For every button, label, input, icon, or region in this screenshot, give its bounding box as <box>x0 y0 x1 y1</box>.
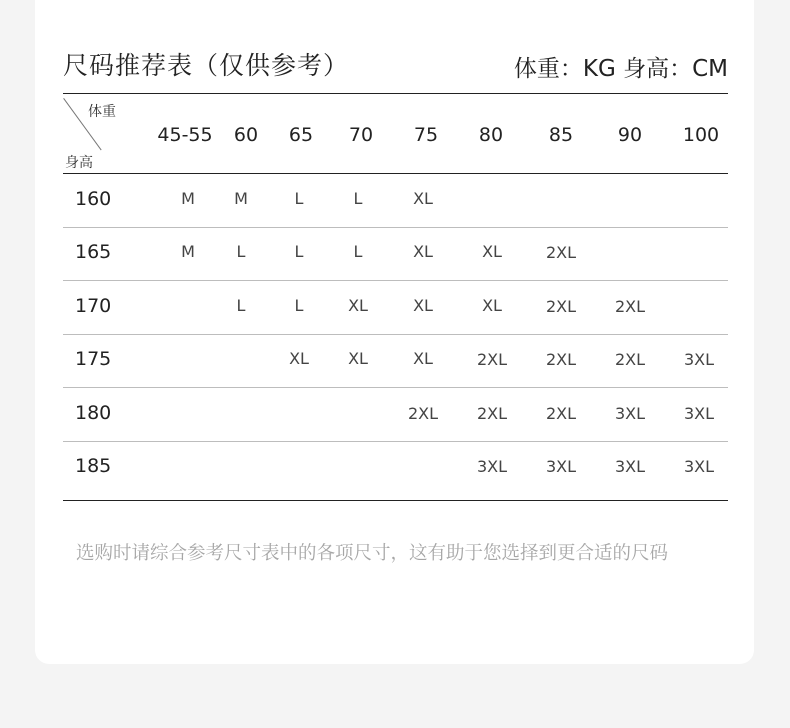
weight-header: 85 <box>548 124 574 146</box>
row-divider <box>63 387 728 388</box>
height-label: 175 <box>75 348 112 371</box>
size-cell: 2XL <box>476 403 508 423</box>
size-cell: 2XL <box>545 243 577 263</box>
size-cell: 2XL <box>545 350 577 370</box>
size-cell: L <box>353 188 363 208</box>
size-cell: XL <box>482 295 502 315</box>
footnote: 选购时请综合参考尺寸表中的各项尺寸，这有助于您选择到更合适的尺码 <box>76 543 669 564</box>
size-cell: L <box>294 188 304 208</box>
height-label: 160 <box>75 187 112 210</box>
size-cell: 2XL <box>545 296 577 316</box>
size-cell: 3XL <box>614 403 646 423</box>
weight-header: 70 <box>348 124 374 146</box>
size-cell: 2XL <box>476 350 508 370</box>
size-cell: 3XL <box>683 350 715 370</box>
weight-header: 80 <box>478 124 504 146</box>
size-cell: 2XL <box>545 403 577 423</box>
row-divider <box>63 334 728 335</box>
table-header-rule <box>63 173 728 174</box>
size-cell: L <box>294 295 304 315</box>
size-cell: L <box>353 242 363 262</box>
weight-header: 90 <box>617 124 643 146</box>
size-cell: XL <box>413 295 433 315</box>
size-cell: XL <box>348 295 368 315</box>
size-cell: XL <box>413 349 433 369</box>
corner-height-label: 身高 <box>65 155 93 171</box>
table-top-rule <box>63 93 728 94</box>
height-label: 165 <box>75 241 112 264</box>
size-cell: M <box>234 188 248 208</box>
size-cell: 2XL <box>614 296 646 316</box>
row-divider <box>63 280 728 281</box>
size-cell: 3XL <box>683 403 715 423</box>
corner-weight-label: 体重 <box>88 104 116 120</box>
size-cell: L <box>294 242 304 262</box>
height-label: 185 <box>75 455 112 478</box>
size-cell: XL <box>413 188 433 208</box>
weight-header: 75 <box>413 124 439 146</box>
size-cell: 3XL <box>476 457 508 477</box>
height-label: 180 <box>75 401 112 424</box>
size-cell: XL <box>413 242 433 262</box>
weight-header: 45-55 <box>157 124 213 146</box>
size-cell: XL <box>348 349 368 369</box>
units-label: 体重：KG 身高：CM <box>513 56 728 82</box>
row-divider <box>63 227 728 228</box>
weight-header: 65 <box>288 124 314 146</box>
size-cell: M <box>181 188 195 208</box>
size-cell: 3XL <box>614 457 646 477</box>
size-cell: 2XL <box>407 403 439 423</box>
weight-header: 60 <box>233 124 259 146</box>
size-cell: 3XL <box>545 457 577 477</box>
size-cell: 2XL <box>614 350 646 370</box>
height-label: 170 <box>75 294 112 317</box>
size-cell: 3XL <box>683 457 715 477</box>
table-bottom-rule <box>63 500 728 501</box>
size-cell: L <box>236 242 246 262</box>
weight-header: 100 <box>682 124 720 146</box>
size-cell: XL <box>289 349 309 369</box>
size-cell: L <box>236 295 246 315</box>
page-title: 尺码推荐表（仅供参考） <box>63 51 350 80</box>
row-divider <box>63 441 728 442</box>
size-cell: XL <box>482 242 502 262</box>
size-cell: M <box>181 242 195 262</box>
